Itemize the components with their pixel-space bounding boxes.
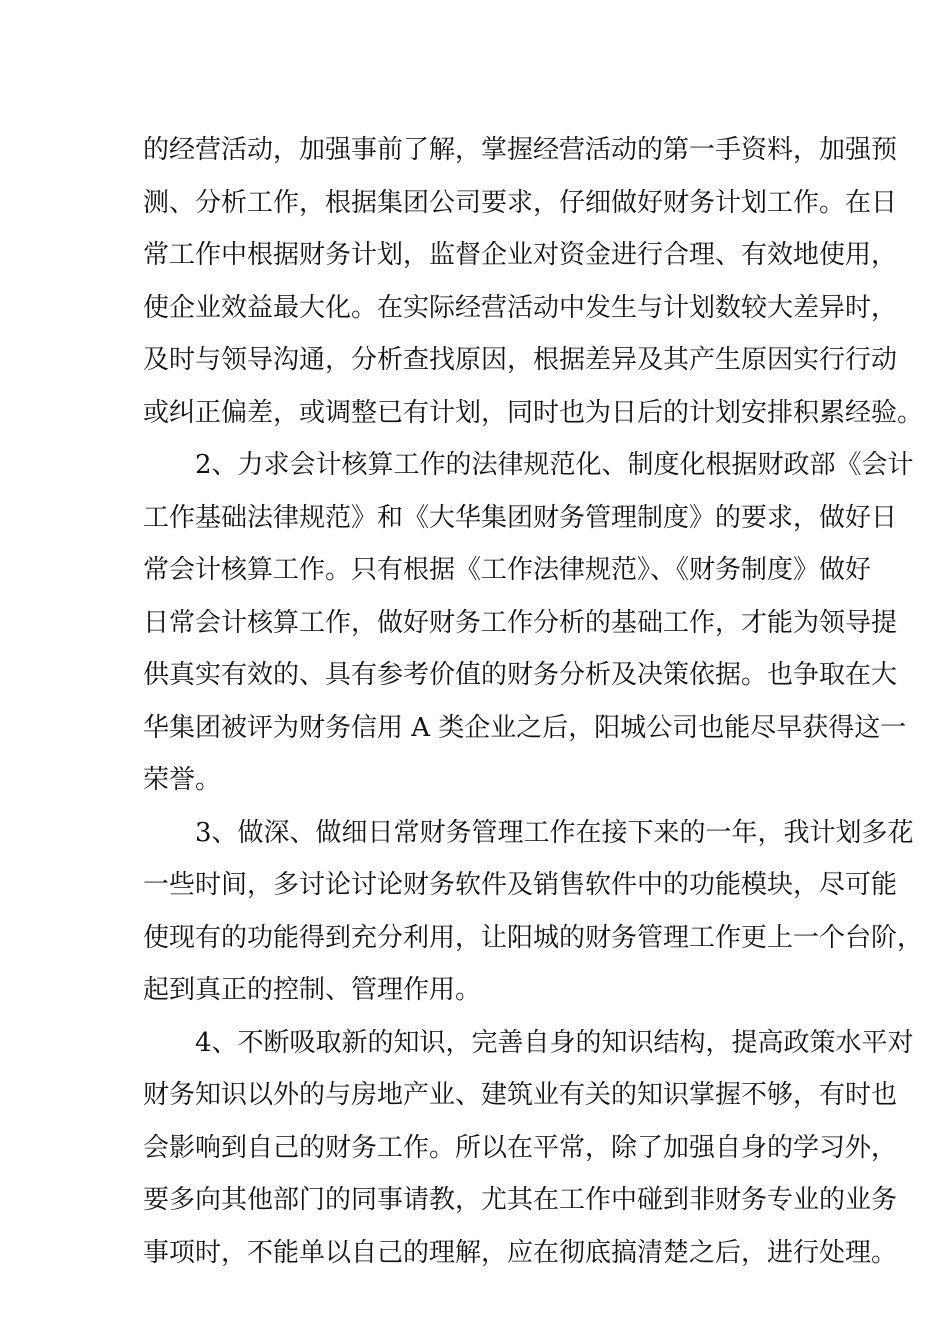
text-line: 4、不断吸取新的知识，完善自身的知识结构，提高政策水平对 (195, 1027, 914, 1058)
text-line: 的经营活动，加强事前了解，掌握经营活动的第一手资料，加强预 (143, 135, 898, 165)
paragraph-1 (143, 124, 924, 439)
text-line: 及时与领导沟通，分析查找原因，根据差异及其产生原因实行行动 (143, 345, 898, 375)
paragraph-3 (143, 807, 924, 1017)
text-line: 或纠正偏差，或调整已有计划，同时也为日后的计划安排积累经验。 (143, 397, 924, 428)
paragraph-2 (143, 439, 914, 807)
text-line: 工作基础法律规范》和《大华集团财务管理制度》的要求，做好日 (143, 502, 898, 533)
text-line: 一些时间，多讨论讨论财务软件及销售软件中的功能模块，尽可能 (143, 870, 898, 900)
text-line: 日常会计核算工作，做好财务工作分析的基础工作，才能为领导提 (143, 607, 898, 638)
text-line: 会影响到自己的财务工作。所以在平常，除了加强自身的学习外， (143, 1132, 898, 1163)
text-line: 事项时，不能单以自己的理解，应在彻底搞清楚之后，进行处理。 (143, 1237, 898, 1268)
text-line: 财务知识以外的与房地产业、建筑业有关的知识掌握不够，有时也 (143, 1080, 898, 1110)
paragraph-4 (143, 1017, 914, 1280)
text-line: 常工作中根据财务计划，监督企业对资金进行合理、有效地使用， (143, 240, 898, 270)
text-line: 测、分析工作，根据集团公司要求，仔细做好财务计划工作。在日 (143, 187, 898, 218)
text-line: 使现有的功能得到充分利用，让阳城的财务管理工作更上一个台阶， (143, 922, 924, 953)
text-line: 供真实有效的、具有参考价值的财务分析及决策依据。也争取在大 (143, 660, 898, 690)
text-line: 起到真正的控制、管理作用。 (143, 975, 482, 1005)
text-line: 3、做深、做细日常财务管理工作在接下来的一年，我计划多花 (195, 817, 914, 848)
text-line: 华集团被评为财务信用 A 类企业之后，阳城公司也能尽早获得这一 (143, 712, 907, 743)
text-line: 使企业效益最大化。在实际经营活动中发生与计划数较大差异时， (143, 292, 898, 323)
text-line: 荣誉。 (143, 765, 222, 795)
document-body (143, 124, 924, 1279)
text-line: 常会计核算工作。只有根据《工作法律规范》、《财务制度》做好 (143, 555, 872, 585)
text-line: 2、力求会计核算工作的法律规范化、制度化根据财政部《会计 (195, 450, 914, 480)
text-line: 要多向其他部门的同事请教，尤其在工作中碰到非财务专业的业务 (143, 1185, 898, 1215)
